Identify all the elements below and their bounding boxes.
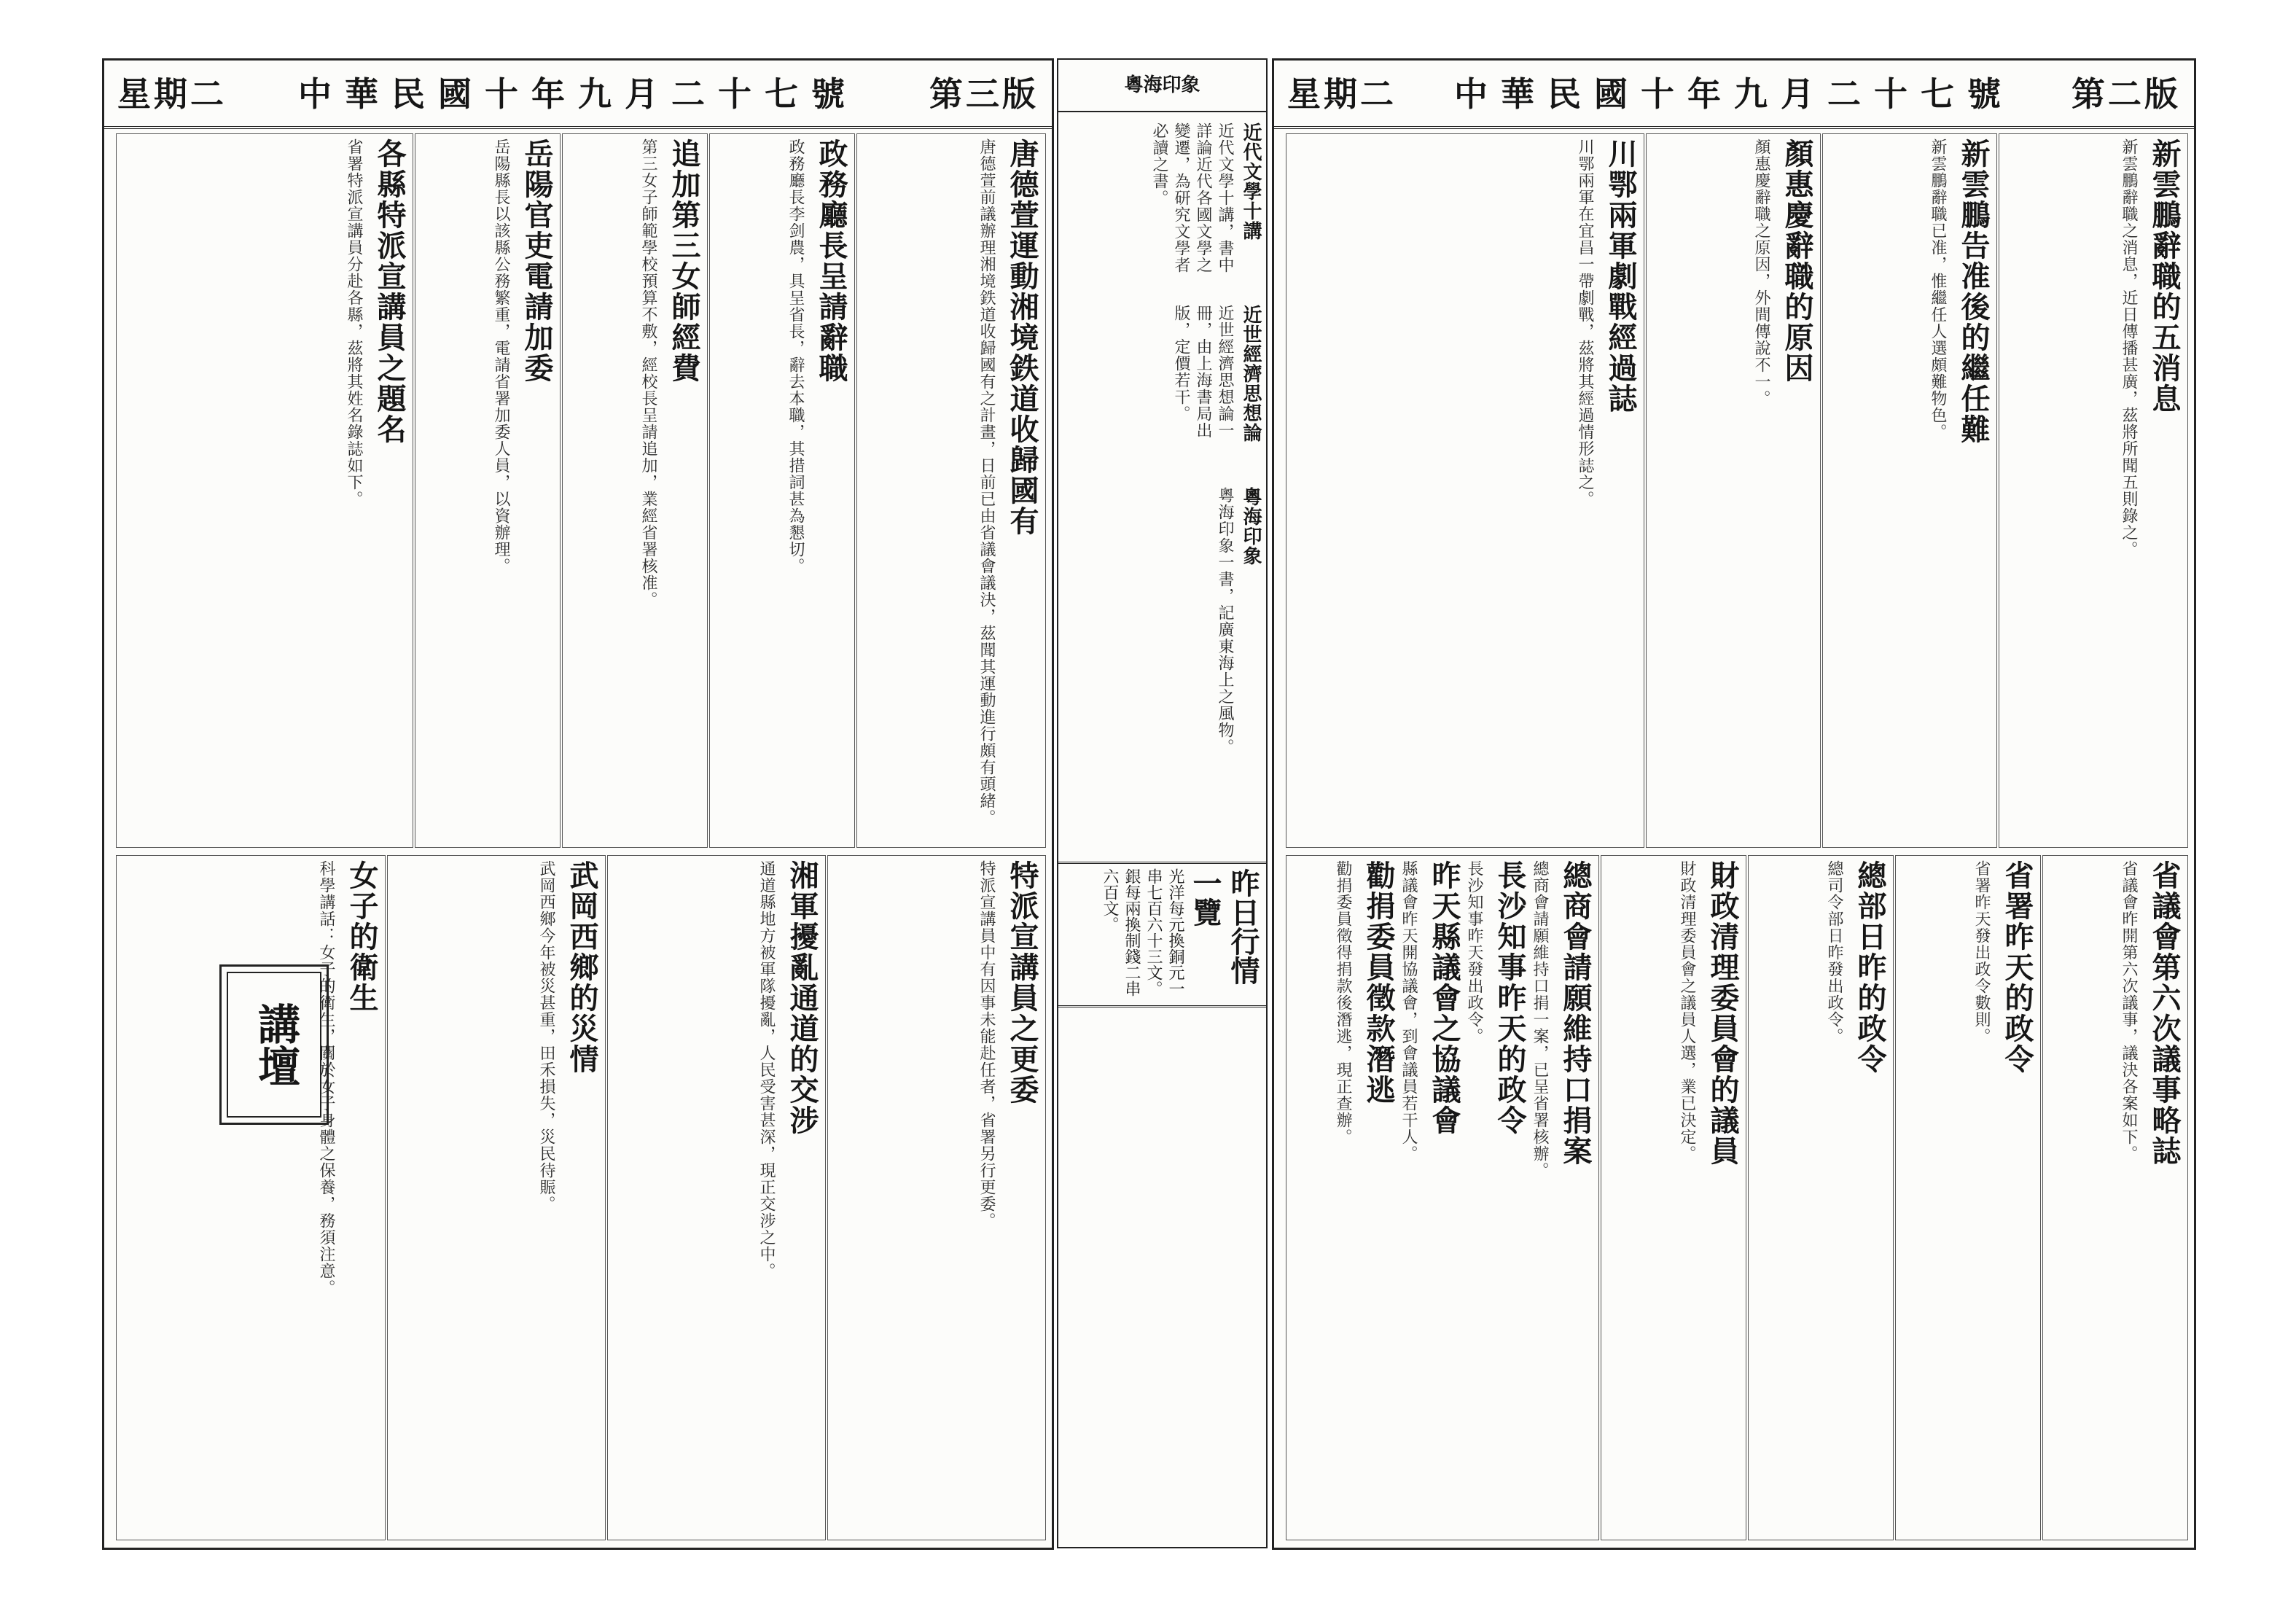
article <box>1601 855 1746 1540</box>
article-text: 科學講話：女子的衛生，關於女子身體之保養，務須注意。 <box>317 860 335 1296</box>
book-text: 粵海印象一書，記廣東海上之風物。 <box>1216 487 1234 755</box>
date-line: 中華民國十年九月二十七號 <box>1454 74 2014 114</box>
article-title: 唐德萱運動湘境鉄道收歸國有 <box>1005 139 1039 537</box>
center-insert-strip <box>1057 58 1268 1548</box>
weekday-label: 星期二 <box>1287 74 1397 114</box>
book-notice <box>1058 300 1266 475</box>
article-text: 顏惠慶辭職之原因，外間傳說不一。 <box>1752 139 1770 407</box>
lecture-column-banner: 講壇 <box>219 964 329 1125</box>
right-page <box>1272 58 2196 1550</box>
article-title: 政務廳長呈請辭職 <box>814 139 848 383</box>
article <box>856 133 1046 848</box>
page-body <box>110 133 1046 1542</box>
article-text: 岳陽縣長以該縣公務繁重，電請省署加委人員，以資辦理。 <box>492 139 510 574</box>
article <box>709 133 855 848</box>
market-quotes <box>1058 862 1266 1007</box>
book-notice <box>1058 118 1266 293</box>
left-page <box>102 58 1054 1550</box>
article-text: 唐德萱前議辦理湘境鉄道收歸國有之計畫，日前已由省議會議決，茲聞其運動進行頗有頭緒。 <box>977 139 996 826</box>
article-text: 通道縣地方被軍隊擾亂，人民受害甚深，現正交涉之中。 <box>757 860 776 1279</box>
article-title: 新雲鵬告准後的繼任難 <box>1956 139 1991 445</box>
article-title: 總商會請願維持口捐案 <box>1558 860 1593 1166</box>
article-text: 省署特派宣講員分赴各縣，茲將其姓名錄誌如下。 <box>345 139 363 507</box>
article-text: 新雲鵬辭職已准，惟繼任人選頗難物色。 <box>1929 139 1947 440</box>
article-title: 省署昨天的政令 <box>2000 860 2034 1075</box>
book-notice <box>1058 483 1266 847</box>
article-text: 省署昨天發出政令數則。 <box>1972 860 1991 1045</box>
article-text: 第三女子師範學校預算不敷，經校長呈請追加，業經省署核准。 <box>639 139 657 608</box>
article <box>116 133 413 848</box>
market-text: 光洋每元換銅元一串七百六十三文。銀每兩換制錢二串六百文。 <box>1101 868 1184 997</box>
article <box>387 855 606 1540</box>
article-title: 省議會第六次議事略誌 <box>2147 860 2182 1166</box>
article-text: 總商會請願維持口捐一案，已呈省署核辦。 <box>1531 860 1549 1179</box>
strip-header: 粵海印象 <box>1058 60 1266 112</box>
article <box>1822 133 1997 848</box>
article-title: 各縣特派宣講員之題名 <box>372 139 407 445</box>
edition-label: 第二版 <box>2072 74 2181 114</box>
article-text: 新雲鵬辭職之消息，近日傳播甚廣，茲將所聞五則錄之。 <box>2120 139 2138 558</box>
page-header <box>1274 61 2194 129</box>
article-title: 特派宣講員之更委 <box>1005 860 1039 1105</box>
article-title: 總部日昨的政令 <box>1853 860 1887 1075</box>
article-title: 川鄂兩軍劇戰經過誌 <box>1604 139 1638 414</box>
page-header <box>104 61 1052 129</box>
book-title: 近代文學十講 <box>1240 122 1262 241</box>
article-title: 昨天縣議會之協議會 <box>1427 860 1461 1136</box>
article-title: 顏惠慶辭職的原因 <box>1780 139 1814 383</box>
article <box>2042 855 2188 1540</box>
article-text: 川鄂兩軍在宜昌一帶劇戰，茲將其經過情形誌之。 <box>1576 139 1594 507</box>
article <box>1286 855 1599 1540</box>
article <box>562 133 708 848</box>
book-title: 粵海印象 <box>1240 487 1262 566</box>
article-title: 財政清理委員會的議員 <box>1706 860 1740 1166</box>
article <box>1748 855 1894 1540</box>
article-text: 省議會昨開第六次議事，議決各案如下。 <box>2120 860 2138 1162</box>
article <box>827 855 1046 1540</box>
weekday-label: 星期二 <box>117 74 227 114</box>
article-text: 總司令部日昨發出政令。 <box>1825 860 1843 1045</box>
date-line: 中華民國十年九月二十七號 <box>298 74 858 114</box>
article-title: 湘軍擾亂通道的交涉 <box>785 860 819 1136</box>
article-title: 新雲鵬辭職的五消息 <box>2147 139 2182 414</box>
article-text: 勸捐委員徵得捐款後潛逃，現正查辦。 <box>1334 860 1352 1145</box>
market-title: 昨日行情一覽 <box>1188 868 1260 985</box>
article-text: 特派宣講員中有因事未能赴任者，省署另行更委。 <box>977 860 996 1229</box>
book-title: 近世經濟思想論 <box>1240 305 1262 442</box>
article <box>415 133 561 848</box>
article <box>1999 133 2188 848</box>
page-body <box>1280 133 2188 1542</box>
article-title: 武岡西鄉的災情 <box>565 860 599 1075</box>
article-text: 武岡西鄉今年被災甚重，田禾損失，災民待賑。 <box>537 860 555 1212</box>
article <box>1646 133 1821 848</box>
book-text: 近世經濟思想論一冊，由上海書局出版，定價若干。 <box>1172 305 1234 439</box>
book-text: 近代文學十講，書中詳論近代各國文學之變遷，為研究文學者必讀之書。 <box>1150 122 1234 273</box>
article <box>607 855 826 1540</box>
article-text: 政務廳長李剑農，具呈省長，辭去本職，其措詞甚為懇切。 <box>786 139 805 574</box>
article-text: 長沙知事昨天發出政令。 <box>1465 860 1483 1045</box>
article-text: 縣議會昨天開協議會，到會議員若干人。 <box>1399 860 1418 1162</box>
article-title: 岳陽官吏電請加委 <box>520 139 554 383</box>
article <box>116 855 386 1540</box>
article <box>1286 133 1644 848</box>
article-title: 長沙知事昨天的政令 <box>1493 860 1527 1136</box>
article <box>1895 855 2041 1540</box>
article-title: 女子的衛生 <box>345 860 379 1013</box>
article-title: 追加第三女師經費 <box>667 139 701 383</box>
article-text: 財政清理委員會之議員人選，業已決定。 <box>1678 860 1696 1162</box>
edition-label: 第三版 <box>929 74 1039 114</box>
article-title: 勸捐委員徵款潛逃 <box>1362 860 1396 1105</box>
